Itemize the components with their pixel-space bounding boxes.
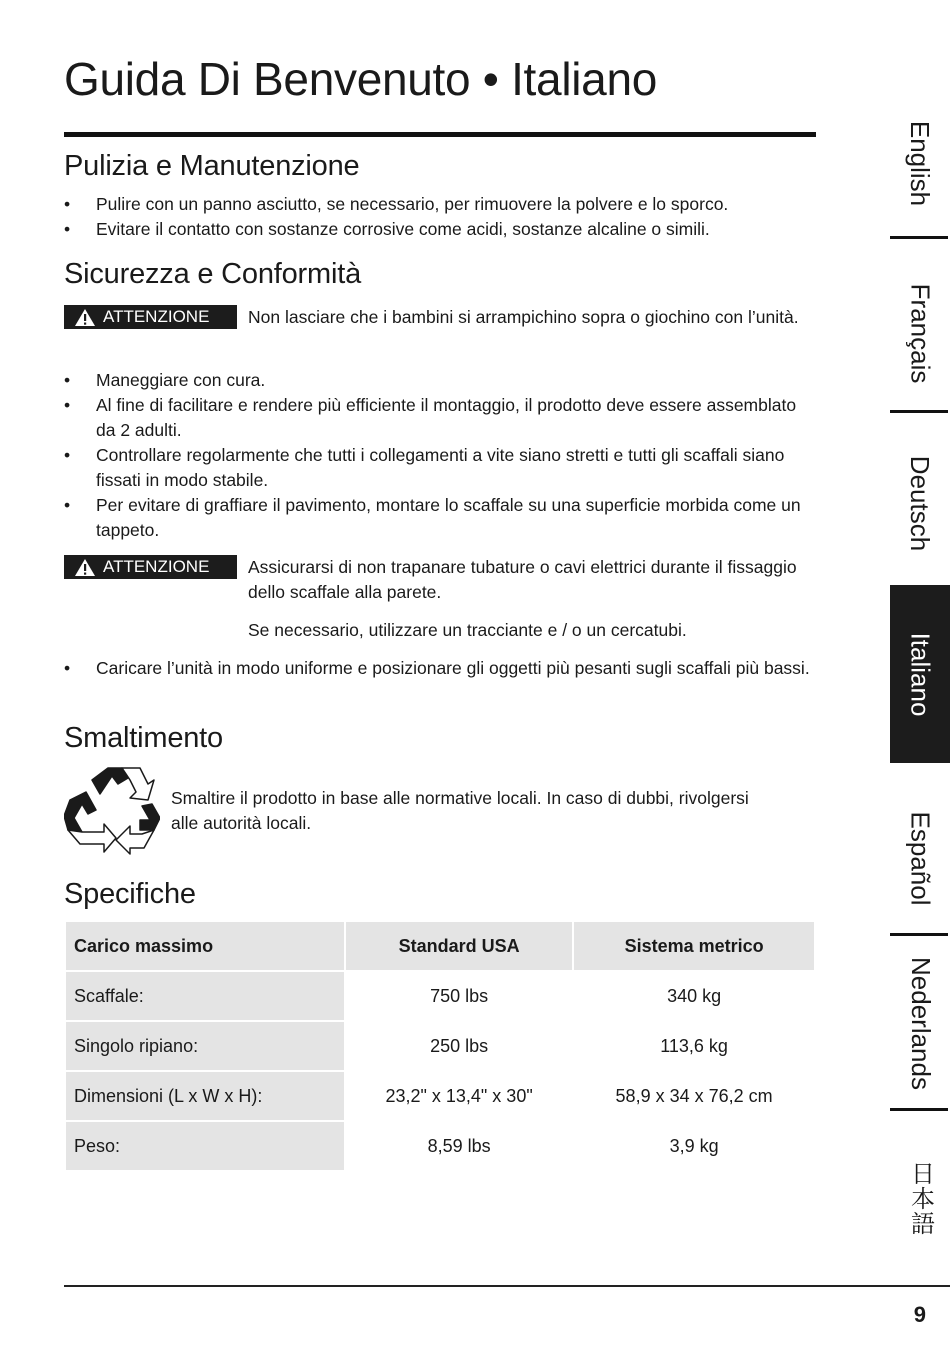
tab-divider [890,236,948,239]
table-cell: 250 lbs [346,1022,572,1070]
disposal-heading: Smaltimento [64,722,223,754]
table-cell: 113,6 kg [574,1022,814,1070]
disposal-text: Smaltire il prodotto in base alle normative locali. In caso di dubbi, rivolgersi alle autorità locali. [171,788,749,833]
tab-japanese[interactable]: 日本語 [906,1160,934,1236]
row-label: Dimensioni (L x W x H): [66,1072,344,1120]
safety-heading: Sicurezza e Conformità [64,258,361,290]
cleaning-heading: Pulizia e Manutenzione [64,150,360,182]
specs-heading: Specifiche [64,878,196,910]
table-cell: 3,9 kg [574,1122,814,1170]
table-header-row [66,922,814,970]
column-header: Standard USA [346,922,572,970]
column-header: Sistema metrico [574,922,814,970]
tab-divider [890,933,948,936]
tab-english[interactable]: English [905,120,936,206]
footer-divider [64,1285,950,1287]
title-divider [64,132,816,137]
warning-triangle-icon [74,558,96,577]
row-label: Singolo ripiano: [66,1022,344,1070]
list-item: • Al fine di facilitare e rendere più efficiente il montaggio, il prodotto deve essere assemblato da 2 adulti. [64,395,797,440]
warning-badge [64,305,237,329]
table-row [66,972,814,1020]
row-label: Peso: [66,1122,344,1170]
warning-label: ATTENZIONE [103,557,210,576]
table-row [66,1022,814,1070]
tab-divider [890,410,948,413]
list-item: • Controllare regolarmente che tutti i collegamenti a vite siano stretti e tutti gli scaffali siano fissati in modo stabile. [64,445,785,490]
table-cell: 750 lbs [346,972,572,1020]
safety-list [64,368,819,543]
cleaning-list [64,192,819,242]
page-number: 9 [913,1302,926,1327]
warning-text-children: Non lasciare che i bambini si arrampichino sopra o giochino con l’unità. [248,307,799,327]
tab-deutsch[interactable]: Deutsch [905,455,936,551]
list-item: • Caricare l’unità in modo uniforme e posizionare gli oggetti più pesanti sugli scaffali più bassi. [64,658,810,678]
row-label: Scaffale: [66,972,344,1020]
table-cell: 340 kg [574,972,814,1020]
list-item: • Evitare il contatto con sostanze corrosive come acidi, sostanze alcaline o simili. [64,219,710,239]
table-row [66,1072,814,1120]
tab-francais[interactable]: Français [905,283,936,383]
tab-divider [890,1108,948,1111]
safety-list-2 [64,656,819,681]
warning-note: Se necessario, utilizzare un tracciante e / o un cercatubi. [248,620,687,640]
specs-table [64,920,816,1172]
recycle-icon [64,764,160,856]
table-row [66,1122,814,1170]
column-header: Carico massimo [66,922,344,970]
warning-label: ATTENZIONE [103,307,210,326]
tab-nederlands[interactable]: Nederlands [905,956,936,1090]
warning-badge [64,555,237,579]
tab-espanol[interactable]: Español [905,811,936,905]
table-cell: 58,9 x 34 x 76,2 cm [574,1072,814,1120]
list-item: • Maneggiare con cura. [64,370,266,390]
list-item: • Pulire con un panno asciutto, se necessario, per rimuovere la polvere e lo sporco. [64,194,729,214]
page-title: Guida Di Benvenuto • Italiano [64,53,658,105]
table-cell: 8,59 lbs [346,1122,572,1170]
list-item: • Per evitare di graffiare il pavimento, montare lo scaffale su una superficie morbida come un tappeto. [64,495,801,540]
tab-italiano[interactable]: Italiano [890,585,950,763]
table-cell: 23,2" x 13,4" x 30" [346,1072,572,1120]
warning-triangle-icon [74,308,96,327]
warning-text-drilling: Assicurarsi di non trapanare tubature o cavi elettrici durante il fissaggio dello scaffale alla parete. [248,557,797,602]
